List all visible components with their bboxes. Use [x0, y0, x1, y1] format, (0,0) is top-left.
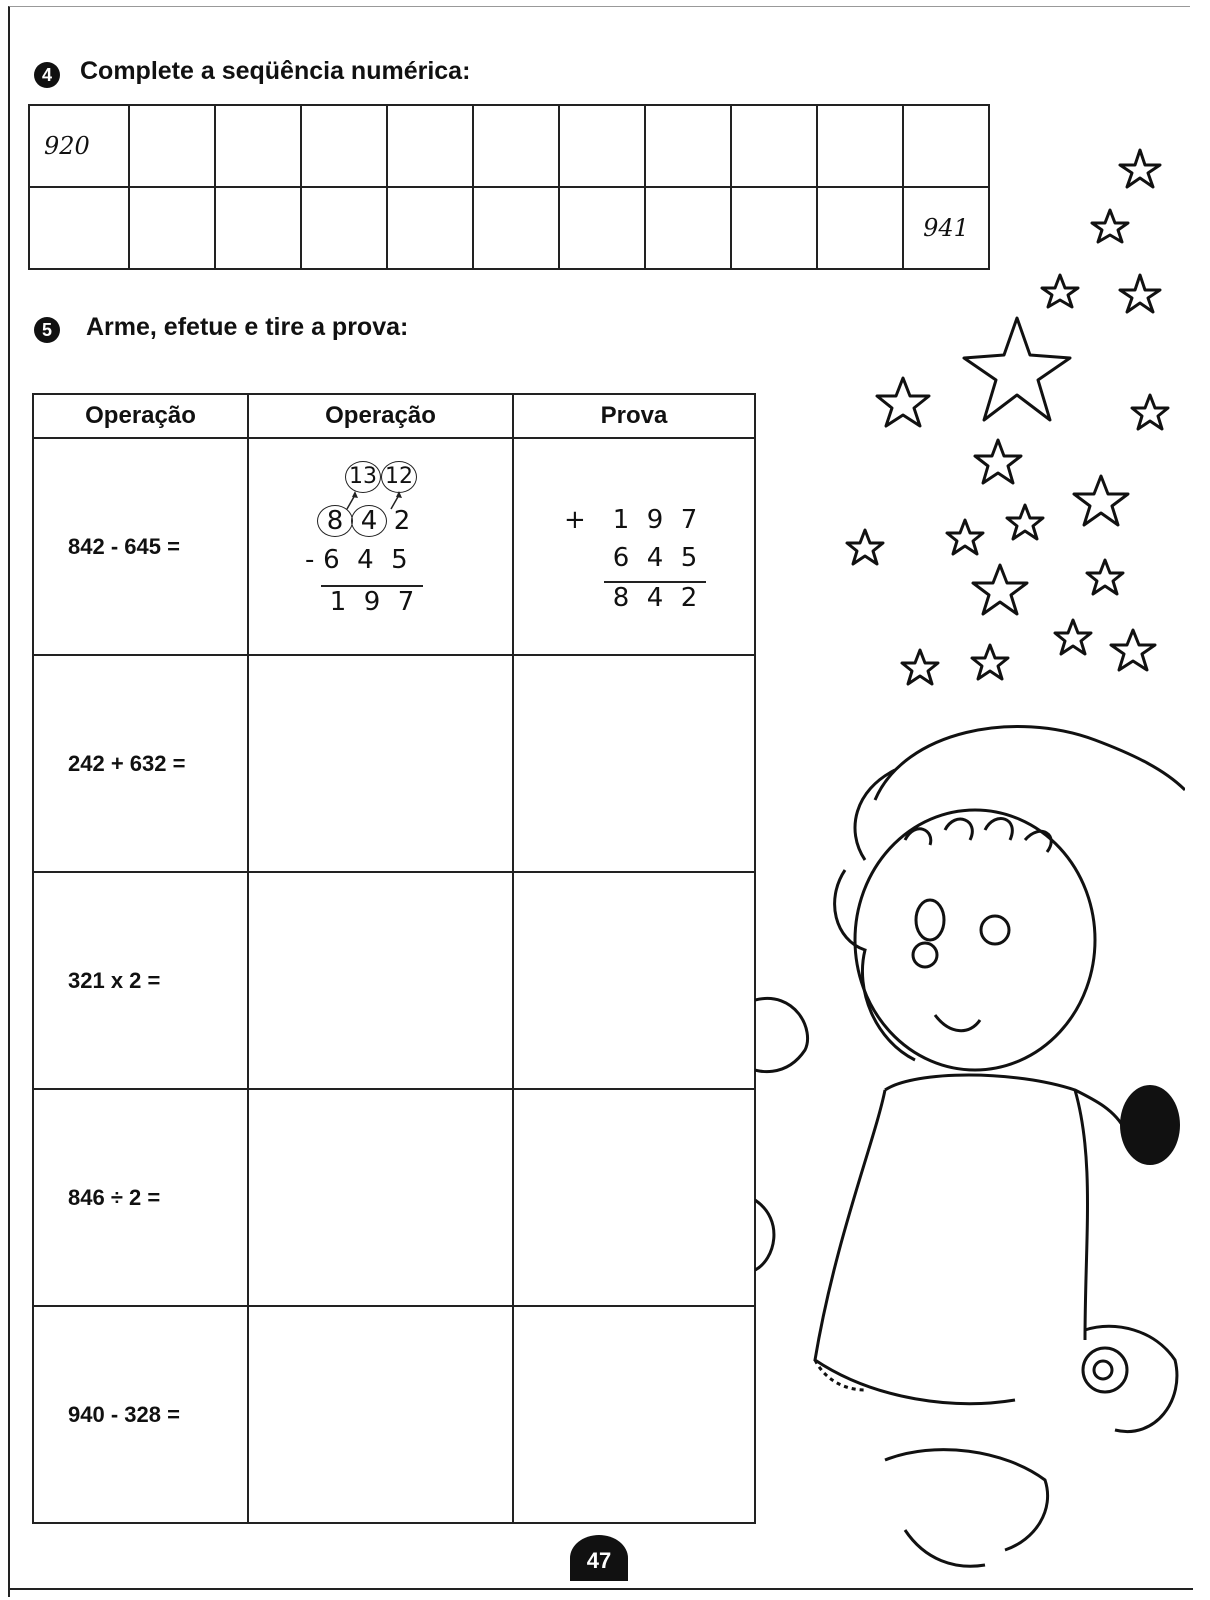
sequence-cell[interactable]	[645, 105, 731, 187]
proof-digit: 6	[612, 543, 630, 573]
circled-digit: 8	[317, 505, 353, 537]
page-number: 47	[570, 1535, 628, 1581]
proof-digit: 7	[680, 505, 698, 535]
sequence-cell[interactable]	[129, 105, 215, 187]
operation-label: 940 - 328 =	[33, 1306, 248, 1523]
star-icon	[1042, 275, 1078, 307]
star-icon	[847, 530, 883, 564]
operation-row	[33, 655, 755, 872]
arrow-head	[396, 491, 402, 498]
star-icon	[877, 378, 929, 426]
star-icon	[1132, 395, 1168, 429]
girl-with-stars-illustration	[755, 140, 1185, 1590]
minus-sign: -	[305, 545, 315, 575]
operations-table	[32, 393, 756, 1524]
girl-figure	[755, 727, 1185, 1567]
plus-sign: +	[564, 505, 586, 535]
minuend-digit: 2	[393, 506, 411, 536]
header-operation-work: Operação	[248, 394, 513, 438]
star-icon	[972, 645, 1008, 679]
header-operation: Operação	[33, 394, 248, 438]
circled-digit: 4	[351, 505, 387, 537]
star-icon	[1007, 505, 1043, 539]
operation-work-cell[interactable]	[248, 438, 513, 655]
subtrahend-digit: 4	[357, 545, 374, 575]
star-icon	[1074, 476, 1128, 525]
result-digit: 7	[397, 587, 415, 617]
proof-top-row	[564, 505, 706, 535]
sequence-cell[interactable]	[473, 187, 559, 269]
sequence-cell[interactable]	[215, 187, 301, 269]
proof-digit: 2	[680, 583, 698, 613]
sequence-cell[interactable]	[387, 187, 473, 269]
borrow-arrows	[341, 487, 421, 511]
proof-cell[interactable]	[513, 438, 755, 655]
star-icon	[1092, 210, 1128, 242]
operation-row	[33, 1089, 755, 1306]
operation-work-cell[interactable]	[248, 872, 513, 1089]
proof-cell[interactable]	[513, 655, 755, 872]
sequence-cell[interactable]	[301, 187, 387, 269]
proof-digit: 4	[646, 583, 664, 613]
proof-mid-row	[604, 543, 706, 573]
proof-digit: 1	[612, 505, 630, 535]
question-4-title: Complete a seqüência numérica:	[80, 57, 471, 85]
question-5-badge: 5	[34, 317, 60, 343]
star-icon	[947, 520, 983, 554]
proof-result-row	[604, 581, 706, 613]
operation-row	[33, 438, 755, 655]
proof-digit: 5	[680, 543, 698, 573]
operation-row	[33, 872, 755, 1089]
sequence-cell[interactable]	[559, 187, 645, 269]
result-row	[321, 585, 423, 617]
sequence-cell[interactable]	[29, 187, 129, 269]
borrow-circle: 12	[381, 461, 417, 493]
operation-label: 242 + 632 =	[33, 655, 248, 872]
question-5-title: Arme, efetue e tire a prova:	[86, 313, 409, 341]
star-icon	[1120, 275, 1160, 312]
sequence-cell[interactable]	[473, 105, 559, 187]
question-4-badge: 4	[34, 62, 60, 88]
sequence-end-cell[interactable]: 941	[903, 187, 989, 269]
sequence-start-cell[interactable]: 920	[29, 105, 129, 187]
sequence-cell[interactable]	[129, 187, 215, 269]
header-proof: Prova	[513, 394, 755, 438]
operation-label: 846 ÷ 2 =	[33, 1089, 248, 1306]
star-icon	[1111, 630, 1155, 670]
star-icon	[975, 440, 1021, 483]
star-icon	[902, 650, 938, 684]
result-digit: 9	[363, 587, 381, 617]
star-icon	[964, 318, 1070, 420]
operation-label: 321 x 2 =	[33, 872, 248, 1089]
star-icon	[1120, 150, 1160, 187]
star-icon	[1087, 560, 1123, 594]
subtrahend-row	[305, 545, 416, 575]
hair-bow	[1120, 1085, 1180, 1165]
proof-cell[interactable]	[513, 1089, 755, 1306]
operation-row	[33, 1306, 755, 1523]
sequence-cell[interactable]	[301, 105, 387, 187]
sequence-cell[interactable]	[559, 105, 645, 187]
operation-work-cell[interactable]	[248, 1089, 513, 1306]
sequence-cell[interactable]	[215, 105, 301, 187]
proof-digit: 9	[646, 505, 664, 535]
operation-work-cell[interactable]	[248, 655, 513, 872]
sequence-cell[interactable]	[387, 105, 473, 187]
arrow-head	[352, 491, 358, 498]
proof-cell[interactable]	[513, 872, 755, 1089]
operation-work-cell[interactable]	[248, 1306, 513, 1523]
proof-cell[interactable]	[513, 1306, 755, 1523]
result-digit: 1	[329, 587, 347, 617]
star-icon	[973, 565, 1027, 614]
operations-header-row	[33, 394, 755, 438]
proof-digit: 8	[612, 583, 630, 613]
operation-label: 842 - 645 =	[33, 438, 248, 655]
subtrahend-digit: 5	[391, 545, 408, 575]
sequence-cell[interactable]	[645, 187, 731, 269]
subtrahend-digit: 6	[323, 545, 340, 575]
proof-digit: 4	[646, 543, 664, 573]
borrow-circle: 13	[345, 461, 381, 493]
star-icon	[1055, 620, 1091, 654]
